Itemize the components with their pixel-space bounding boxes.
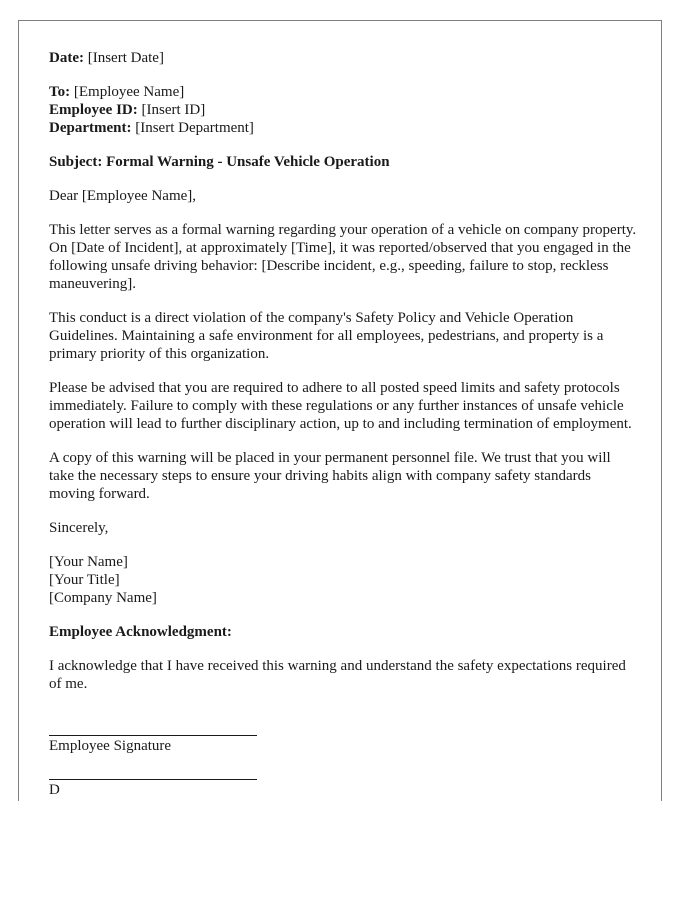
body-paragraph-2: This conduct is a direct violation of the company's Safety Policy and Vehicle Operation Guidelines. Maintaining a safe environment for all employees, pedestrians, and property is a primary priority of this organization.: [49, 310, 604, 362]
date-signature-label: D: [49, 782, 60, 798]
acknowledgment-heading: [49, 623, 639, 641]
to-value: [Employee Name]: [70, 84, 185, 100]
sender-title: [Your Title]: [49, 572, 120, 588]
employee-signature-line: [49, 735, 257, 736]
department-line: [49, 119, 639, 137]
letter-page: [18, 20, 662, 801]
employee-signature-label: Employee Signature: [49, 738, 172, 754]
letter-content: [49, 49, 639, 799]
sender-name: [Your Name]: [49, 554, 128, 570]
closing: Sincerely,: [49, 520, 109, 536]
date-value: [Insert Date]: [83, 50, 164, 66]
employee-id-line: [49, 101, 639, 119]
department-value: [Insert Department]: [131, 120, 254, 136]
to-line: [49, 83, 639, 101]
salutation: Dear [Employee Name],: [49, 188, 197, 204]
date-signature-line: [49, 779, 257, 780]
body-paragraph-3: Please be advised that you are required to adhere to all posted speed limits and safety protocols immediately. Failure to comply with these regulations or any further instances of unsafe vehicle operation will lead to further disciplinary action, up to and including termination of employment.: [49, 380, 632, 432]
sender-company: [Company Name]: [49, 590, 157, 606]
subject-line: [49, 153, 639, 171]
acknowledgment-text: I acknowledge that I have received this warning and understand the safety expectations required of me.: [49, 658, 626, 692]
employee-id-value: [Insert ID]: [137, 102, 206, 118]
employee-id-label: Employee ID:: [49, 102, 138, 118]
acknowledgment-heading-text: Employee Acknowledgment:: [49, 624, 232, 640]
to-label: To:: [49, 84, 71, 100]
date-line: [49, 49, 639, 67]
subject-text: Subject: Formal Warning - Unsafe Vehicle Operation: [49, 154, 390, 170]
date-label: Date:: [49, 50, 84, 66]
department-label: Department:: [49, 120, 132, 136]
body-paragraph-1: This letter serves as a formal warning regarding your operation of a vehicle on company property. On [Date of Incident], at approximately [Time], it was reported/observed that you engaged in the following unsafe driving behavior: [Describe incident, e.g., speeding, failure to stop, reckless maneuvering].: [49, 222, 637, 292]
body-paragraph-4: A copy of this warning will be placed in your permanent personnel file. We trust that you will take the necessary steps to ensure your driving habits align with company safety standards moving forward.: [49, 450, 611, 502]
